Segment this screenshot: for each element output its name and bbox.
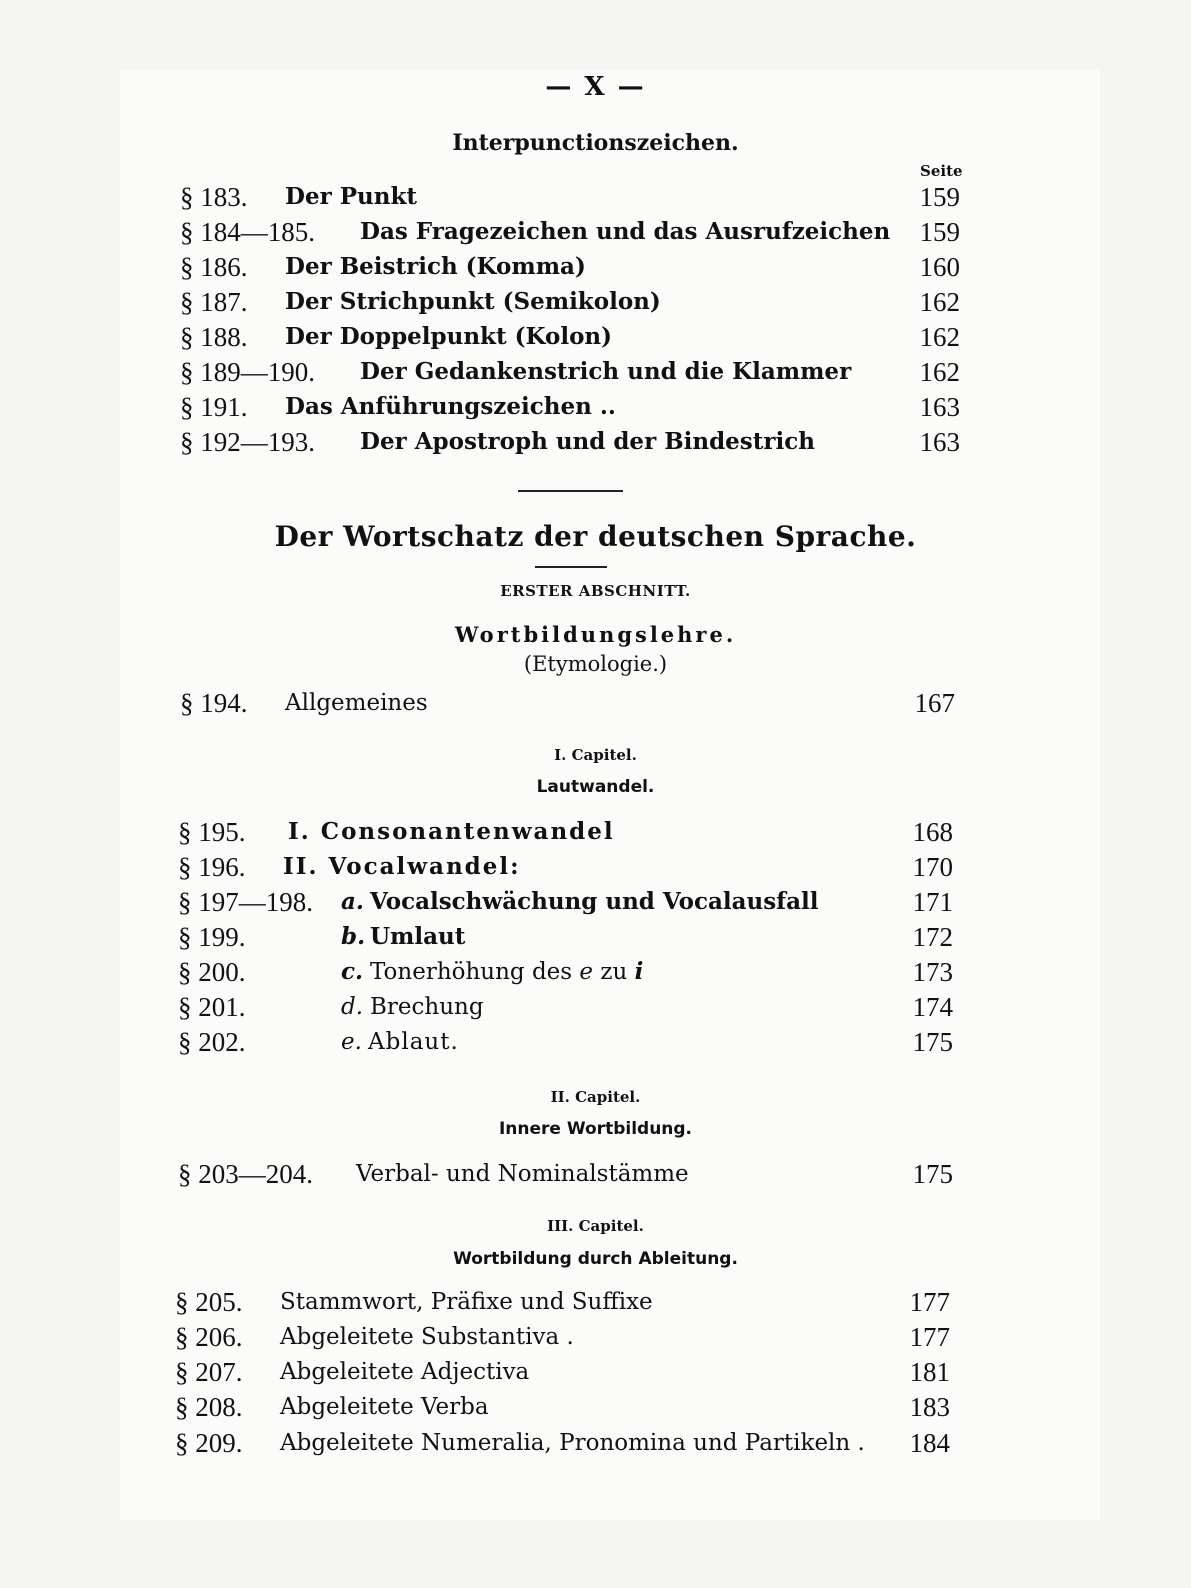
page-ref: 167 <box>914 688 955 718</box>
page-ref: 160 <box>919 252 960 282</box>
section-number: § 209. <box>175 1428 243 1458</box>
page-ref: 162 <box>919 322 960 352</box>
divider <box>518 490 623 492</box>
toc-entry <box>180 180 970 214</box>
section-number: § 184—185. <box>180 217 315 247</box>
entry-letter: d. <box>341 994 364 1020</box>
page-ref: 177 <box>909 1287 950 1317</box>
page-ref: 163 <box>919 427 960 457</box>
section-number: § 183. <box>180 182 248 212</box>
toc-entry <box>180 390 970 424</box>
entry-title: Allgemeines <box>285 690 428 716</box>
toc-entry <box>178 1025 968 1059</box>
page-number: — X — <box>545 72 646 102</box>
entry-letter: e. <box>341 1029 362 1055</box>
chapter-title: Lautwandel. <box>536 777 655 797</box>
section-number: § 205. <box>175 1287 243 1317</box>
entry-title: Umlaut <box>370 923 466 950</box>
page-ref: 168 <box>912 817 953 847</box>
toc-entry <box>175 1285 965 1319</box>
toc-entry <box>175 1390 965 1424</box>
toc-entry <box>178 990 968 1024</box>
page-ref: 162 <box>919 287 960 317</box>
section-number: § 187. <box>180 287 248 317</box>
entry-title: Der Doppelpunkt (Kolon) <box>285 323 613 350</box>
section-number: § 208. <box>175 1392 243 1422</box>
toc-entry <box>178 850 968 884</box>
toc-entry <box>175 1320 965 1354</box>
entry-letter: a. <box>341 888 364 915</box>
entry-title: Brechung <box>370 994 484 1020</box>
page-ref: 159 <box>919 217 960 247</box>
chapter-title: Innere Wortbildung. <box>498 1119 693 1139</box>
page-ref: 177 <box>909 1322 950 1352</box>
main-heading: Der Wortschatz der deutschen Sprache. <box>274 520 917 553</box>
entry-title: Abgeleitete Numeralia, Pronomina und Partikeln . <box>280 1430 865 1456</box>
entry-title: Tonerhöhung des e zu i <box>370 958 644 985</box>
sub-note: (Etymologie.) <box>523 652 668 676</box>
toc-entry <box>175 1426 965 1460</box>
toc-entry <box>178 1157 968 1191</box>
chapter-number: I. Capitel. <box>554 746 637 764</box>
page-ref: 173 <box>912 957 953 987</box>
seite-label: Seite <box>920 162 963 180</box>
entry-title: Der Gedankenstrich und die Klammer <box>360 358 852 385</box>
page-ref: 170 <box>912 852 953 882</box>
entry-title: Das Anführungszeichen .. <box>285 393 616 420</box>
toc-entry <box>178 955 968 989</box>
page-ref: 162 <box>919 357 960 387</box>
section-number: § 202. <box>178 1027 246 1057</box>
page-ref: 181 <box>909 1357 950 1387</box>
entry-letter: c. <box>341 958 364 985</box>
abschnitt-heading: ERSTER ABSCHNITT. <box>500 582 691 600</box>
entry-title: Vocalschwächung und Vocalausfall <box>370 888 819 915</box>
section-number: § 200. <box>178 957 246 987</box>
toc-entry <box>180 215 970 249</box>
entry-title: I. Consonantenwandel <box>288 818 615 845</box>
toc-entry <box>178 920 968 954</box>
entry-title: Der Punkt <box>285 183 418 210</box>
page-ref: 175 <box>912 1027 953 1057</box>
section-number: § 199. <box>178 922 246 952</box>
section-number: § 203—204. <box>178 1159 313 1189</box>
divider-small <box>535 566 607 568</box>
chapter-number: II. Capitel. <box>550 1088 641 1106</box>
sub-heading: Wortbildungslehre. <box>454 622 737 647</box>
toc-entry <box>180 425 970 459</box>
section-number: § 201. <box>178 992 246 1022</box>
entry-title: Das Fragezeichen und das Ausrufzeichen <box>360 218 891 245</box>
section-number: § 186. <box>180 252 248 282</box>
toc-entry <box>180 686 970 720</box>
entry-title: Der Strichpunkt (Semikolon) <box>285 288 661 315</box>
entry-title: Stammwort, Präfixe und Suffixe <box>280 1289 653 1315</box>
toc-entry <box>175 1355 965 1389</box>
chapter-title: Wortbildung durch Ableitung. <box>453 1249 738 1269</box>
section-number: § 206. <box>175 1322 243 1352</box>
entry-title: Abgeleitete Verba <box>280 1394 489 1420</box>
entry-letter: b. <box>341 923 366 950</box>
section-heading-interpunction: Interpunctionszeichen. <box>452 130 739 156</box>
toc-entry <box>180 250 970 284</box>
entry-title: Abgeleitete Substantiva . <box>280 1324 574 1350</box>
entry-title: Der Apostroph und der Bindestrich <box>360 428 815 455</box>
toc-entry <box>180 285 970 319</box>
entry-title: Ablaut. <box>368 1029 459 1055</box>
page-ref: 174 <box>912 992 953 1022</box>
entry-title: Der Beistrich (Komma) <box>285 253 586 280</box>
toc-entry <box>180 355 970 389</box>
page-ref: 183 <box>909 1392 950 1422</box>
toc-entry <box>180 320 970 354</box>
section-number: § 189—190. <box>180 357 315 387</box>
section-number: § 197—198. <box>178 887 313 917</box>
page-ref: 159 <box>919 182 960 212</box>
toc-entry <box>178 815 968 849</box>
page-ref: 184 <box>909 1428 950 1458</box>
section-number: § 195. <box>178 817 246 847</box>
section-number: § 207. <box>175 1357 243 1387</box>
entry-title: Abgeleitete Adjectiva <box>280 1359 530 1385</box>
section-number: § 192—193. <box>180 427 315 457</box>
section-number: § 196. <box>178 852 246 882</box>
section-number: § 194. <box>180 688 248 718</box>
chapter-number: III. Capitel. <box>547 1217 644 1235</box>
entry-title: Verbal- und Nominalstämme <box>356 1161 689 1187</box>
section-number: § 191. <box>180 392 248 422</box>
page-ref: 163 <box>919 392 960 422</box>
entry-title: II. Vocalwandel: <box>283 853 521 880</box>
page-ref: 171 <box>912 887 953 917</box>
page-ref: 175 <box>912 1159 953 1189</box>
section-number: § 188. <box>180 322 248 352</box>
page-ref: 172 <box>912 922 953 952</box>
toc-entry <box>178 885 968 919</box>
